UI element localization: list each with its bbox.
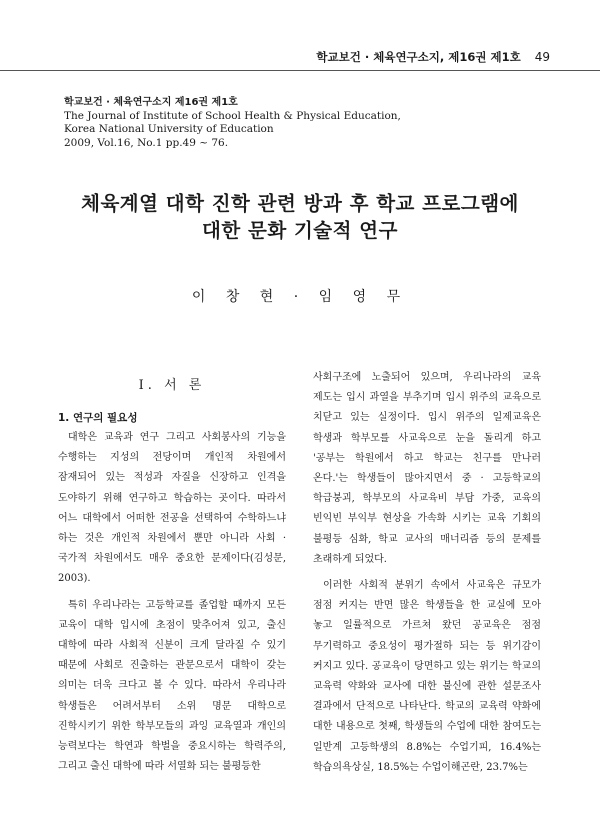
left-paragraph-1: 대학은 교육과 연구 그리고 사회봉사의 기능을 수행하는 지성의 전당이며 개인적 차원에서 잠재되어 있는 적성과 자질을 신장하고 인격을 도야하기 위해 연구하고 학습하는 곳이다. 따라서 어느 대학에서 어떠한 전공을 선택하여 수학하느냐 하는 것은 개인적 차원에서 뿐만 아니라 사회 · 국가적 차원에서도 매우 중요한 문제이다(김성문, 2003). bbox=[58, 432, 286, 585]
paper-title-line-2: 대한 문화 기술적 연구 bbox=[202, 219, 398, 242]
citation-journal-korean: 학교보건 · 체육연구소지 제16권 제1호 bbox=[64, 97, 238, 108]
running-header-journal: 학교보건 · 체육연구소지, 제16권 제1호 bbox=[316, 50, 521, 64]
paper-title bbox=[40, 190, 560, 244]
citation-block bbox=[64, 96, 544, 150]
page-number: 49 bbox=[534, 50, 550, 64]
running-header bbox=[300, 48, 550, 66]
right-column bbox=[313, 368, 541, 778]
section-heading: I. 서 론 bbox=[138, 378, 206, 393]
left-paragraph-2: 특히 우리나라는 고등학교를 졸업할 때까지 모든 교육이 대학 입시에 초점이 맞추어져 있고, 출신 대학에 따라 사회적 신분이 크게 달라질 수 있기 때문에 사회로 진출하는 관문으로서 대학이 갖는 의미는 더욱 크다고 볼 수 있다. 따라서 우리나라 학생들은 어려서부터 소위 명문 대학으로 진학시키기 위한 학부모들의 과잉 교육열과 개인의 능력보다는 학연과 학벌을 중요시하는 학력주의, 그리고 출신 대학에 따라 서열화 되는 불평등한 bbox=[58, 599, 286, 773]
citation-institution: Korea National University of Education bbox=[64, 123, 274, 135]
citation-journal-english: The Journal of Institute of School Health & Physical Education, bbox=[64, 109, 401, 122]
citation-volume-info: 2009, Vol.16, No.1 pp.49 ~ 76. bbox=[64, 136, 229, 149]
header-rule bbox=[0, 70, 600, 71]
subsection-heading: 1. 연구의 필요성 bbox=[58, 412, 138, 424]
right-paragraph-2: 이러한 사회적 분위기 속에서 사교육은 규모가 점점 커지는 반면 많은 학생들을 한 교실에 모아 놓고 일률적으로 가르쳐 왔던 공교육은 점점 무기력하고 중요성이 평가절하 되는 등 위기감이 커지고 있다. 공교육이 당면하고 있는 위기는 학교의 교육력 약화와 교사에 대한 불신에 관한 설문조사 결과에서 단적으로 나타난다. 학교의 교육력 약화에 대한 내용으로 첫째, 학생들의 수업에 대한 참여도는 일반계 고등학생의 8.8%는 수업기피, 16.4%는 학습의욕상실, 18.5%는 수업이해곤란, 23.7%는 bbox=[313, 580, 541, 773]
authors: 이 창 현 · 임 영 무 bbox=[191, 289, 409, 305]
right-paragraph-1-continued: 사회구조에 노출되어 있으며, 우리나라의 교육 제도는 입시 과열을 부추기며 입시 위주의 교육으로 치닫고 있는 실정이다. 입시 위주의 일제교육은 학생과 학부모를 사교육으로 눈을 돌리게 하고 '공부는 학원에서 하고 학교는 친구를 만나러 온다.'는 학생들이 많아지면서 중 · 고등학교의 학급붕괴, 학부모의 사교육비 부담 가중, 교육의 빈익빈 부익부 현상을 가속화 시키는 교육 기회의 불평등 심화, 학교 교사의 매너리즘 등의 문제를 초래하게 되었다. bbox=[313, 372, 541, 565]
left-column bbox=[58, 408, 286, 777]
paper-title-line-1: 체육계열 대학 진학 관련 방과 후 학교 프로그램에 bbox=[81, 192, 519, 215]
